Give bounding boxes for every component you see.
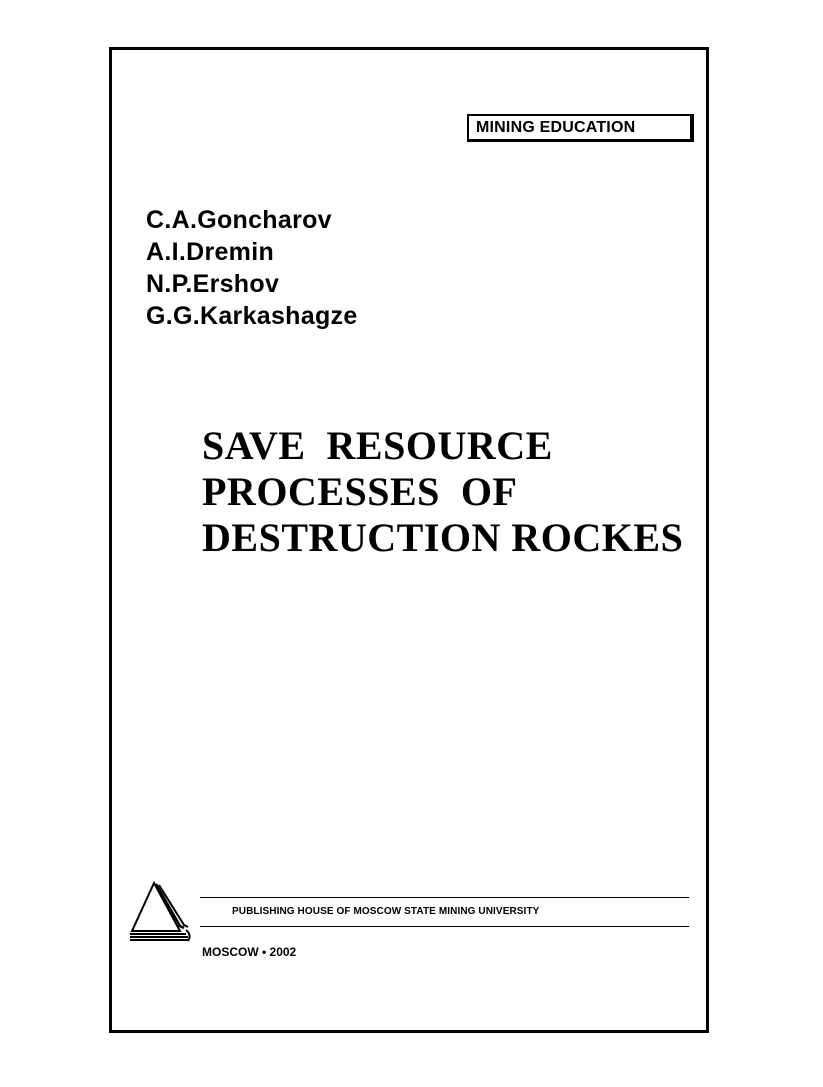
title-line: SAVE RESOURCE (202, 423, 553, 468)
author-list (146, 204, 358, 332)
author-name: G.G.Karkashagze (146, 302, 358, 330)
author-name: C.A.Goncharov (146, 206, 332, 234)
publisher-rule-top (200, 897, 689, 898)
publisher-name: PUBLISHING HOUSE OF MOSCOW STATE MINING UNIVERSITY (232, 906, 540, 917)
publisher-logo-icon (128, 880, 194, 946)
author-name: N.P.Ershov (146, 270, 280, 298)
title-line: PROCESSES OF (202, 469, 518, 514)
title-line: DESTRUCTION ROCKES (202, 515, 684, 560)
series-label: MINING EDUCATION (467, 114, 694, 142)
imprint-city-year: MOSCOW • 2002 (202, 945, 297, 959)
book-title (202, 423, 683, 561)
author-name: A.I.Dremin (146, 238, 275, 266)
publisher-rule-bottom (200, 926, 689, 927)
